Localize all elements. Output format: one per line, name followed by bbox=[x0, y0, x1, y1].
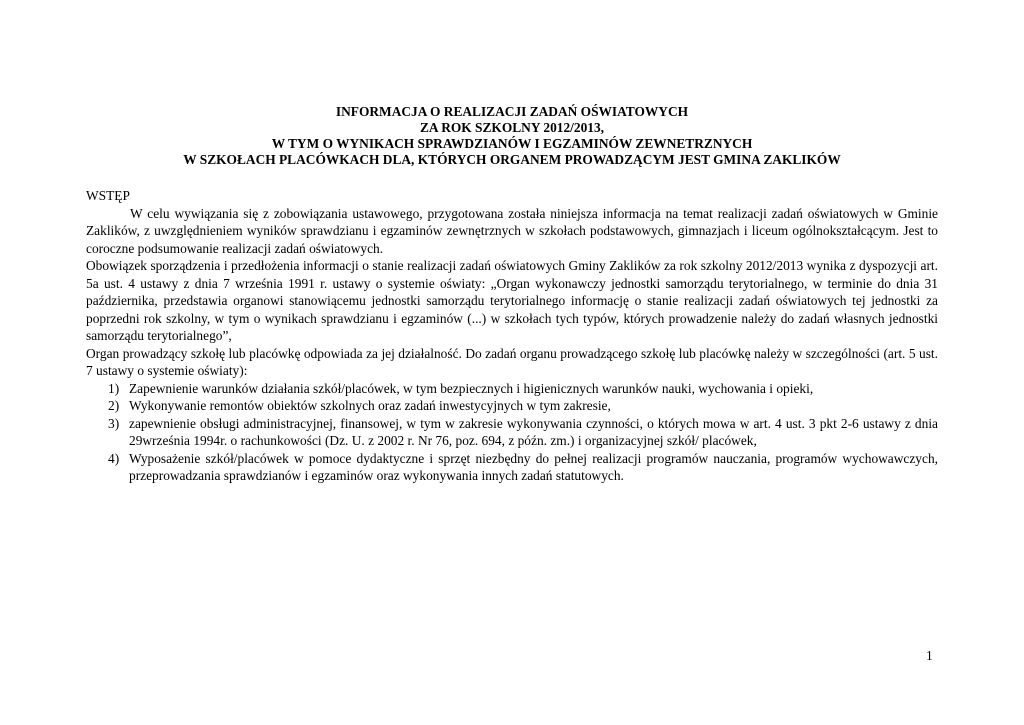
list-item-text: Wykonywanie remontów obiektów szkolnych oraz zadań inwestycyjnych w tym zakresie, bbox=[129, 398, 611, 413]
paragraph-organ: Organ prowadzący szkołę lub placówkę odpowiada za jej działalność. Do zadań organu prowadzącego szkołę lub placówkę należy w szczególności (art. 5 ust. 7 ustawy o systemie oświaty): bbox=[86, 345, 938, 378]
list-item bbox=[86, 450, 938, 485]
list-item-number: 1) bbox=[108, 380, 120, 396]
paragraph-intro: W celu wywiązania się z zobowiązania ustawowego, przygotowana została niniejsza informacja na temat realizacji zadań oświatowych w Gminie Zaklików, z uwzględnieniem wyników sprawdzianu i egzaminów zewnętrznych w szkołach podstawowych, gimnazjach i liceum ogólnokształcącym. Jest to coroczne podsumowanie realizacji zadań oświatowych. bbox=[86, 205, 938, 256]
title-line-4: W SZKOŁACH PLACÓWKACH DLA, KTÓRYCH ORGANEM PROWADZĄCYM JEST GMINA ZAKLIKÓW bbox=[183, 152, 841, 167]
list-item bbox=[86, 415, 938, 450]
paragraph-obligation: Obowiązek sporządzenia i przedłożenia informacji o stanie realizacji zadań oświatowych Gminy Zaklików za rok szkolny 2012/2013 wynika z dyspozycji art. 5a ust. 4 ustawy z dnia 7 września 1991 r. ustawy o systemie oświaty: „Organ wykonawczy jednostki samorządu terytorialnego, w terminie do dnia 31 października, przedstawia organowi stanowiącemu jednostki samorządu terytorialnego informację o stanie realizacji zadań oświatowych tej jednostki za poprzedni rok szkolny, w tym o wynikach sprawdzianu i egzaminów (...) w szkołach tych typów, których prowadzenie należy do zadań własnych jednostki samorządu terytorialnego”, bbox=[86, 258, 938, 343]
tasks-list bbox=[86, 380, 938, 485]
list-item-text: Wyposażenie szkół/placówek w pomoce dydaktyczne i sprzęt niezbędny do pełnej realizacji programów nauczania, programów wychowawczych, przeprowadzania sprawdzianów i egzaminów oraz wykonywania innych zadań statutowych. bbox=[129, 450, 938, 483]
section-heading: WSTĘP bbox=[86, 188, 130, 203]
list-item bbox=[86, 380, 938, 398]
title-line-2: ZA ROK SZKOLNY 2012/2013, bbox=[419, 120, 605, 135]
list-item-text: Zapewnienie warunków działania szkół/placówek, w tym bezpiecznych i higienicznych warunków nauki, wychowania i opieki, bbox=[129, 380, 814, 396]
document-body bbox=[86, 187, 938, 485]
list-item bbox=[86, 397, 938, 415]
list-item-number: 3) bbox=[108, 415, 120, 431]
title-line-1: INFORMACJA O REALIZACJI ZADAŃ OŚWIATOWYCH bbox=[335, 104, 689, 119]
page-number: 1 bbox=[926, 648, 933, 663]
title-line-3: W TYM O WYNIKACH SPRAWDZIANÓW I EGZAMINÓW ZEWNETRZNYCH bbox=[271, 136, 753, 151]
list-item-text: zapewnienie obsługi administracyjnej, finansowej, w tym w zakresie wykonywania czynności, o których mowa w art. 4 ust. 3 pkt 2-6 ustawy z dnia 29września 1994r. o rachunkowości (Dz. U. z 2002 r. Nr 76, poz. 694, z późn. zm.) i organizacyjnej szkół/ placówek, bbox=[129, 415, 938, 448]
list-item-number: 2) bbox=[108, 398, 120, 413]
list-item-number: 4) bbox=[108, 450, 120, 466]
document-title bbox=[86, 104, 938, 168]
